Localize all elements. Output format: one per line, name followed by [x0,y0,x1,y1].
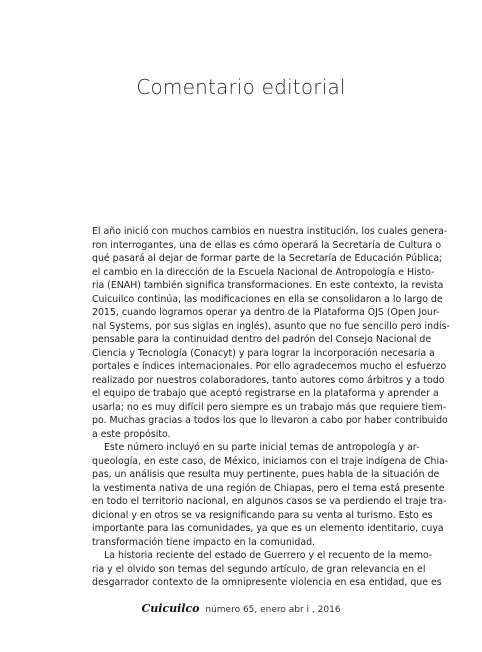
text-line: qué pasará al dejar de formar parte de la Secretaría de Educación Pública; [92,253,443,264]
text-line: en todo el territorio nacional, en algunos casos se va perdiendo el traje tra- [92,496,447,507]
text-line: pensable para la continuidad dentro del padrón del Consejo Nacional de [92,334,432,345]
text-line: 2015, cuando logramos operar ya dentro de la Plataforma OJS (Open Jour- [92,307,440,318]
text-line: portales e índices internacionales. Por ello agradecemos mucho el esfuerzo [92,361,447,372]
text-line: ron interrogantes, una de ellas es cómo operará la Secretaría de Cultura o [92,239,442,251]
editorial-body [92,225,450,590]
text-line: queología, en este caso, de México, iniciamos con el traje indígena de Chia- [92,455,449,467]
text-line: po. Muchas gracias a todos los que lo llevaron a cabo por haber contribuido [92,415,448,426]
text-line: transformación tiene impacto en la comunidad. [92,536,315,548]
text-line: ria y el olvido son temas del segundo artículo, de gran relevancia en el [92,563,426,575]
page-footer [0,602,482,615]
text-line: Este número incluyó en su parte inicial temas de antropología y ar- [104,442,420,453]
page-title: Comentario editorial [136,75,346,99]
text-line: realizado por nuestros colaboradores, tanto autores como árbitros y a todo [92,374,445,386]
text-line: pas, un análisis que resulta muy pertinente, pues habla de la situación de [92,469,440,480]
text-line: el equipo de trabajo que aceptó registrarse en la plataforma y aprender a [92,388,439,399]
text-line: El año inició con muchos cambios en nuestra institución, los cuales genera- [92,226,448,237]
text-line: dicional y en otros se va resignificando para su venta al turismo. Esto es [92,509,433,521]
text-line: La historia reciente del estado de Guerrero y el recuento de la memo- [104,550,433,561]
text-line: nal Systems, por sus siglas en inglés), asunto que no fue sencillo pero indis- [92,320,450,332]
text-line: ria (ENAH) también significa transformaciones. En este contexto, la revista [92,280,444,291]
paragraph [92,225,450,441]
text-line: el cambio en la dirección de la Escuela Nacional de Antropología e Histo- [92,266,435,278]
text-line: usarla; no es muy difícil pero siempre es un trabajo más que requiere tiem- [92,401,447,413]
text-line: Ciencia y Tecnología (Conacyt) y para lograr la incorporación necesaria a [92,347,435,359]
journal-logo: Cuicuilco [141,602,200,615]
issue-info: número 65, enero abr i , 2016 [205,605,341,615]
text-line: la vestimenta nativa de una región de Chiapas, pero el tema está presente [92,482,445,494]
paragraph [92,549,442,590]
paragraph [92,441,449,549]
text-line: importante para las comunidades, ya que es un elemento identitario, cuya [92,523,444,534]
text-line: a este propósito. [92,428,171,440]
text-line: desgarrador contexto de la omnipresente violencia en esa entidad, que es [92,577,442,588]
text-line: Cuicuilco continúa, las modificaciones en ella se consolidaron a lo largo de [92,293,443,305]
